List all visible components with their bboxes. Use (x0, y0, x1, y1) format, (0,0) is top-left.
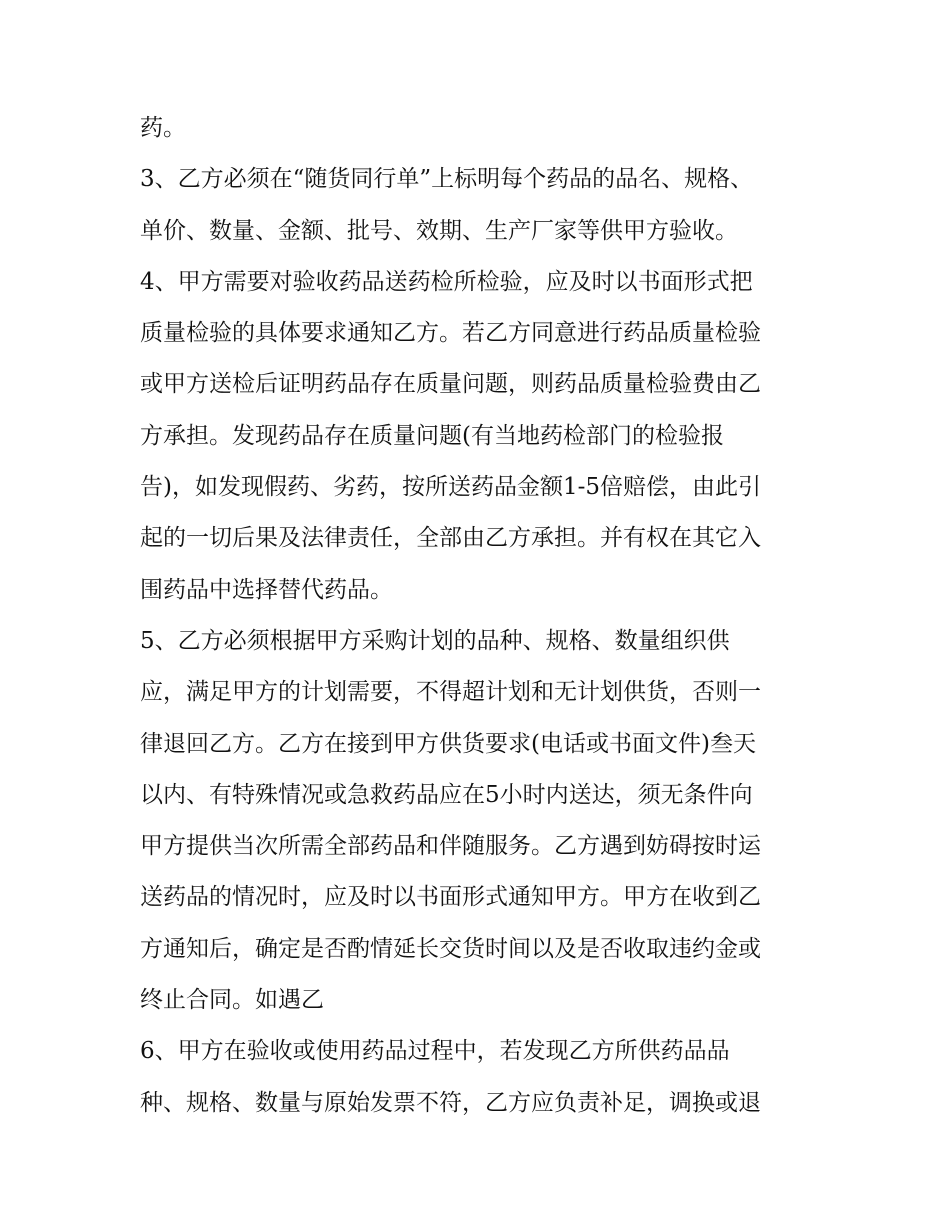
text-line: 律退回乙方。乙方在接到甲方供货要求(电话或书面文件)叁天 (140, 730, 756, 757)
text-line: 4、甲方需要对验收药品送药检所检验，应及时以书面形式把 (140, 268, 753, 295)
text-line: 方通知后，确定是否酌情延长交货时间以及是否收取违约金或 (140, 935, 761, 962)
text-line: 6、甲方在验收或使用药品过程中，若发现乙方所供药品品 (140, 1038, 730, 1065)
text-line: 方承担。发现药品存在质量问题(有当地药检部门的检验报 (140, 422, 724, 449)
text-line: 药。 (140, 115, 186, 141)
text-line: 5、乙方必须根据甲方采购计划的品种、规格、数量组织供 (140, 627, 730, 654)
contract-text (140, 108, 830, 1134)
text-line: 送药品的情况时，应及时以书面形式通知甲方。甲方在收到乙 (140, 884, 761, 911)
text-line: 以内、有特殊情况或急救药品应在5小时内送达，须无条件向 (140, 781, 753, 808)
text-line: 围药品中选择替代药品。 (140, 576, 393, 603)
text-line: 种、规格、数量与原始发票不符，乙方应负责补足，调换或退 (140, 1089, 761, 1116)
text-line: 或甲方送检后证明药品存在质量问题，则药品质量检验费由乙 (140, 371, 761, 398)
text-line: 告)，如发现假药、劣药，按所送药品金额1-5倍赔偿，由此引 (140, 474, 762, 501)
text-line: 起的一切后果及法律责任，全部由乙方承担。并有权在其它入 (140, 525, 761, 552)
text-line: 3、乙方必须在“随货同行单”上标明每个药品的品名、规格、 (140, 166, 754, 193)
text-line: 应，满足甲方的计划需要，不得超计划和无计划供货，否则一 (140, 679, 761, 706)
text-line: 甲方提供当次所需全部药品和伴随服务。乙方遇到妨碍按时运 (140, 833, 761, 860)
text-line: 终止合同。如遇乙 (140, 987, 324, 1014)
text-line: 单价、数量、金额、批号、效期、生产厂家等供甲方验收。 (140, 217, 738, 244)
text-line: 质量检验的具体要求通知乙方。若乙方同意进行药品质量检验 (140, 320, 761, 347)
